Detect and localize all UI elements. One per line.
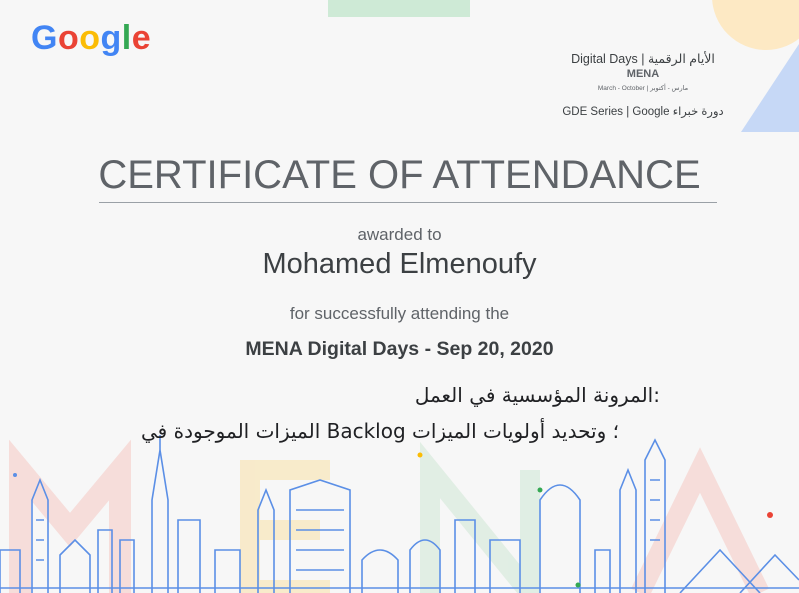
awarded-to-label: awarded to xyxy=(357,225,442,244)
session-title-line-2: الميزات الموجودة في Backlog ؛ وتحديد أولويات الميزات xyxy=(141,419,619,443)
title-divider xyxy=(99,202,717,203)
city-skyline-illustration xyxy=(0,430,799,593)
recipient-name: Mohamed Elmenoufy xyxy=(262,248,537,280)
google-logo xyxy=(31,19,151,58)
logo-letter: g xyxy=(100,19,122,57)
session-title-line-1: المرونة المؤسسية في العمل: xyxy=(414,383,660,407)
event-badge-title: Digital Days | الأيام الرقمية xyxy=(571,52,715,66)
background-mena-letters xyxy=(20,470,760,593)
certificate-title: CERTIFICATE OF ATTENDANCE xyxy=(98,153,701,197)
attended-label: for successfully attending the xyxy=(289,304,510,323)
logo-letter: G xyxy=(31,19,58,57)
event-badge-series: GDE Series | Google دورة خبراء xyxy=(562,106,724,118)
event-badge-dates: March - October | مارس - أكتوبر xyxy=(597,85,689,92)
logo-letter: l xyxy=(121,19,132,57)
corner-decoration-triangle xyxy=(741,44,799,132)
logo-letter: e xyxy=(131,19,152,57)
top-decoration-bar xyxy=(328,0,470,17)
logo-letter: o xyxy=(57,19,80,57)
event-name: MENA Digital Days - Sep 20, 2020 xyxy=(245,338,554,360)
event-badge-region: MENA xyxy=(626,68,660,80)
logo-letter: o xyxy=(79,19,101,57)
corner-decoration-circle xyxy=(712,0,799,50)
